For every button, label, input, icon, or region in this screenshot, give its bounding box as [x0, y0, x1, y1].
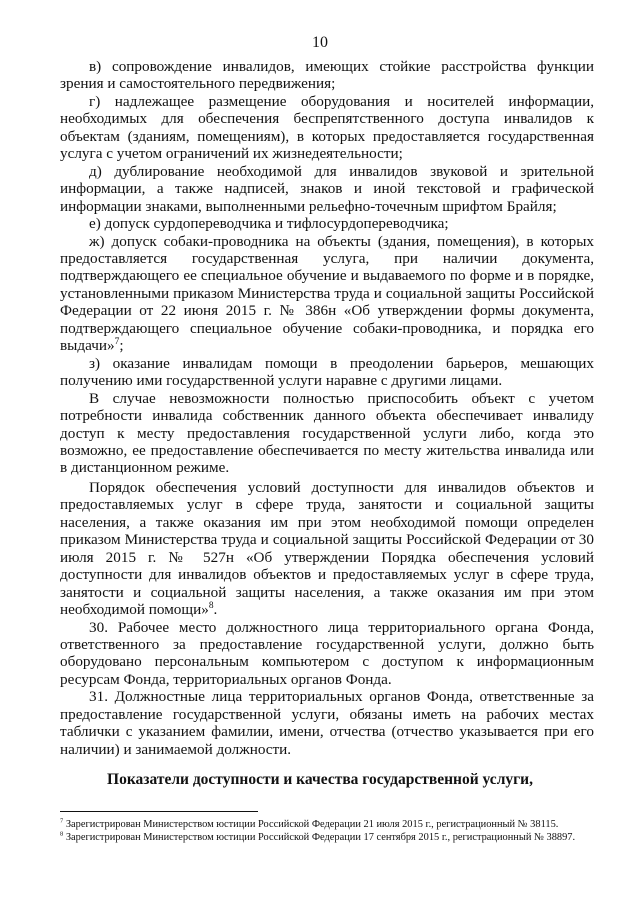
- footnotes: [60, 818, 594, 844]
- paragraph-item-z: [60, 355, 594, 390]
- footnote-item: [60, 818, 594, 831]
- paragraph-item-zh: [60, 233, 594, 355]
- body-text: [60, 58, 594, 758]
- paragraph-text: ж) допуск собаки-проводника на объекты (здания, помещения), в которых предоставляется государственная услуга, при наличии документа, подтверждающего ее специальное обучение и выдаваемого по форме и в порядке, установленными приказом Министерства труда и социальной защиты Российской Федерации от 22 июня 2015 г. № 386н «Об утверждении формы документа, подтверждающего специальное обучение собаки-проводника, и порядка его выдачи»: [60, 232, 594, 355]
- footnote-divider: [60, 811, 258, 812]
- paragraph-item-d: [60, 163, 594, 215]
- paragraph-text: 30. Рабочее место должностного лица территориального органа Фонда, ответственного за предоставление государственной услуги, должно быть оборудовано персональным компьютером с доступом к информационным ресурсам Фонда, территориальных органов Фонда.: [60, 618, 594, 688]
- paragraph-text: е) допуск сурдопереводчика и тифлосурдопереводчика;: [89, 215, 449, 233]
- paragraph-text: в) сопровождение инвалидов, имеющих стойкие расстройства функции зрения и самостоятельного передвижения;: [60, 58, 594, 93]
- footnote-mark: 7: [60, 817, 64, 825]
- paragraph-text: з) оказание инвалидам помощи в преодолении барьеров, мешающих получению ими государственной услуги наравне с другими лицами.: [60, 354, 594, 390]
- paragraph-item-v: [60, 58, 594, 93]
- footnote-text: Зарегистрирован Министерством юстиции Российской Федерации 21 июля 2015 г., регистрационный № 38115.: [63, 819, 559, 830]
- paragraph-inaccessibility: [60, 390, 594, 477]
- footnote-text: Зарегистрирован Министерством юстиции Российской Федерации 17 сентября 2015 г., регистрационный № 38897.: [63, 832, 576, 843]
- paragraph-text: г) надлежащее размещение оборудования и носителей информации, необходимых для обеспечения беспрепятственного доступа инвалидов к объектам (зданиям, помещениям), в которых предоставляется государственная услуга с учетом ограничений их жизнедеятельности;: [60, 92, 594, 163]
- paragraph-item-e: [60, 215, 594, 232]
- footnote-mark: 8: [60, 830, 64, 838]
- paragraph-tail: ;: [119, 337, 124, 355]
- paragraph-text: В случае невозможности полностью приспособить объект с учетом потребности инвалида собственник данного объекта обеспечивает инвалиду доступ к месту предоставления государственной услуги либо, когда это возможно, ее предоставление обеспечивается по месту жительства инвалида или в дистанционном режиме.: [60, 389, 594, 477]
- paragraph-clause-30: [60, 619, 594, 689]
- paragraph-item-g: [60, 93, 594, 163]
- paragraph-text: Порядок обеспечения условий доступности для инвалидов объектов и предоставляемых услуг в сфере труда, занятости и социальной защиты населения, а также оказания им при этом необходимой помощи определен приказом Министерства труда и социальной защиты Российской Федерации от 30 июля 2015 г. № 527н «Об утверждении Порядка обеспечения условий доступности для инвалидов объектов и предоставляемых услуг в сфере труда, занятости и социальной защиты населения, а также оказания им при этом необходимой помощи»: [60, 478, 594, 619]
- footnote-reference[interactable]: 8: [208, 600, 214, 611]
- page-number: 10: [312, 34, 328, 51]
- footnote-reference[interactable]: 7: [114, 337, 120, 348]
- paragraph-text: 31. Должностные лица территориальных органов Фонда, ответственные за предоставление государственной услуги, обязаны иметь на рабочих местах таблички с указанием фамилии, имени, отчества (отчество указывается при его наличии) и занимаемой должности.: [60, 688, 594, 758]
- paragraph-tail: .: [213, 601, 218, 619]
- section-heading: Показатели доступности и качества государственной услуги,: [107, 771, 533, 788]
- paragraph-clause-31: [60, 688, 594, 758]
- footnote-item: [60, 831, 594, 844]
- paragraph-text: д) дублирование необходимой для инвалидов звуковой и зрительной информации, а также надписей, знаков и иной текстовой и графической информации знаками, выполненными рельефно-точечным шрифтом Брайля;: [60, 162, 594, 215]
- paragraph-accessibility-order: [60, 479, 594, 619]
